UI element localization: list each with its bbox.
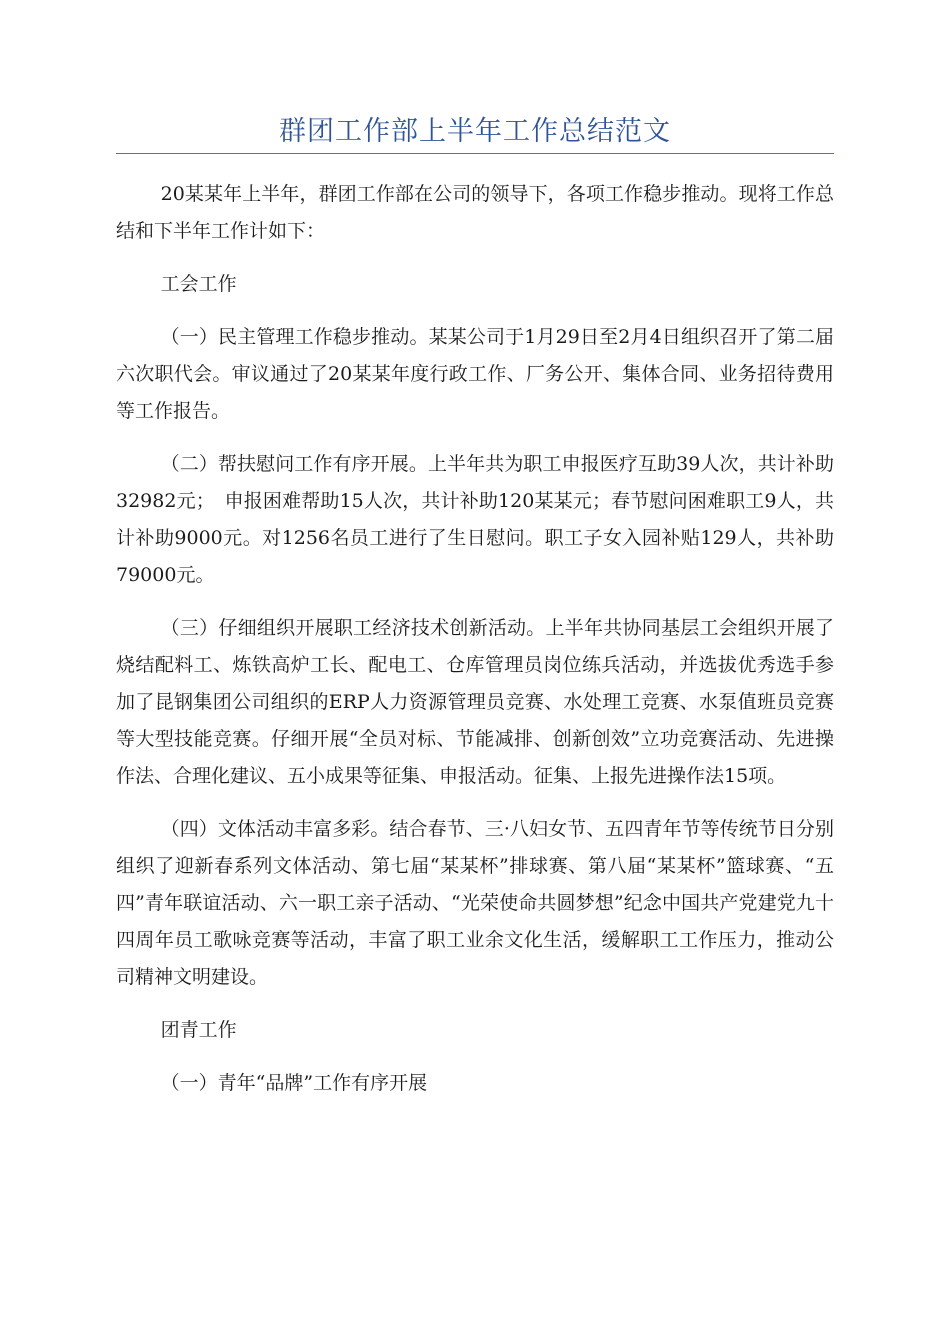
paragraph-assistance-visits: （二）帮扶慰问工作有序开展。上半年共为职工申报医疗互助39人次，共计补助32982元； 申报困难帮助15人次，共计补助120某某元；春节慰问困难职工9人，共计补助9000元。对1256名员工进行了生日慰问。职工子女入园补贴129人，共补助79000元。: [116, 453, 834, 586]
document-title: 群团工作部上半年工作总结范文: [279, 116, 671, 147]
paragraph-youth-brand: （一）青年“品牌”工作有序开展: [160, 1072, 428, 1094]
document-body: [116, 176, 834, 1118]
paragraph-cultural-activities: （四）文体活动丰富多彩。结合春节、三·八妇女节、五四青年节等传统节日分别组织了迎新春系列文体活动、第七届“某某杯”排球赛、第八届“某某杯”篮球赛、“五四”青年联谊活动、六一职工亲子活动、“光荣使命共圆梦想”纪念中国共产党建党九十四周年员工歌咏竞赛等活动，丰富了职工业余文化生活，缓解职工工作压力，推动公司精神文明建设。: [116, 818, 834, 988]
intro-paragraph: 20某某年上半年，群团工作部在公司的领导下，各项工作稳步推动。现将工作总结和下半年工作计如下：: [116, 183, 834, 242]
section-heading-youth: 团青工作: [160, 1019, 237, 1041]
section-heading-union: 工会工作: [160, 273, 237, 295]
paragraph-innovation-activities: （三）仔细组织开展职工经济技术创新活动。上半年共协同基层工会组织开展了烧结配料工、炼铁高炉工长、配电工、仓库管理员岗位练兵活动，并选拔优秀选手参加了昆钢集团公司组织的ERP人力资源管理员竞赛、水处理工竞赛、水泵值班员竞赛等大型技能竞赛。仔细开展“全员对标、节能减排、创新创效”立功竞赛活动、先进操作法、合理化建议、五小成果等征集、申报活动。征集、上报先进操作法15项。: [116, 617, 834, 787]
paragraph-democratic-management: （一）民主管理工作稳步推动。某某公司于1月29日至2月4日组织召开了第二届六次职代会。审议通过了20某某年度行政工作、厂务公开、集体合同、业务招待费用等工作报告。: [116, 326, 834, 422]
title-underline: [116, 153, 834, 154]
